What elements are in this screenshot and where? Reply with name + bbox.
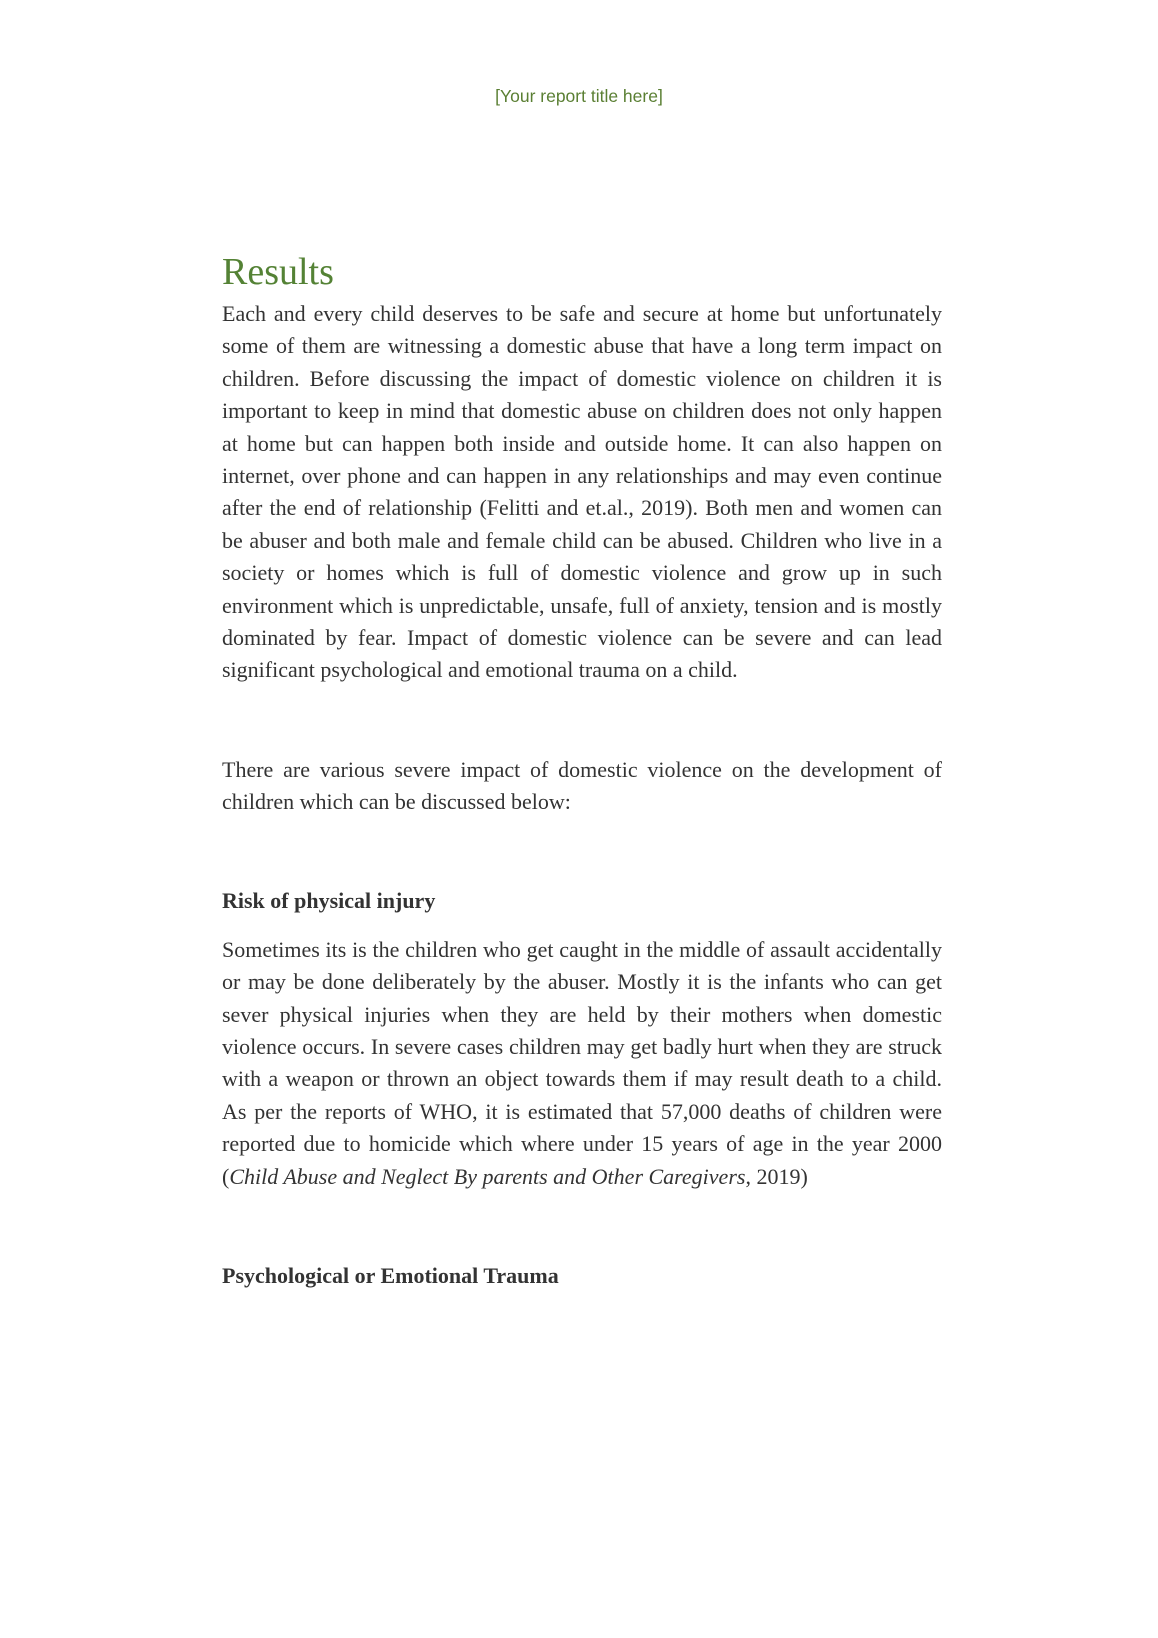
emotional-trauma-heading: Psychological or Emotional Trauma [222, 1262, 559, 1288]
physical-injury-paragraph [222, 934, 942, 1193]
physical-injury-text: Sometimes its is the children who get caught in the middle of assault accidentally or may be done deliberately by the abuser. Mostly it is the infants who can get sever physical injuries when they are held by their mothers when domestic violence occurs. In severe cases children may get badly hurt when they are struck with a weapon or thrown an object towards them if may result death to a child. As per the reports of WHO, it is estimated that 57,000 deaths of children were reported due to homicide which where under 15 years of age in the year 2000 ( [222, 936, 942, 1189]
report-title-placeholder: [Your report title here] [495, 86, 663, 106]
document-body [222, 253, 942, 1309]
results-intro-paragraph: Each and every child deserves to be safe and secure at home but unfortunately some of them are witnessing a domestic abuse that have a long term impact on children. Before discussing the impact of domestic violence on children it is important to keep in mind that domestic abuse on children does not only happen at home but can happen both inside and outside home. It can also happen on internet, over phone and can happen in any relationships and may even continue after the end of relationship (Felitti and et.al., 2019). Both men and women can be abuser and both male and female child can be abused. Children who live in a society or homes which is full of domestic violence and grow up in such environment which is unpredictable, unsafe, full of anxiety, tension and is mostly dominated by fear. Impact of domestic violence can be severe and can lead significant psychological and emotional trauma on a child. [222, 301, 942, 683]
physical-injury-heading: Risk of physical injury [222, 887, 436, 913]
results-heading: Results [222, 251, 334, 293]
citation-title: Child Abuse and Neglect By parents and Other Caregivers [229, 1163, 746, 1189]
citation-tail: , 2019) [745, 1163, 808, 1189]
results-lead-paragraph: There are various severe impact of domestic violence on the development of children which can be discussed below: [222, 756, 942, 815]
